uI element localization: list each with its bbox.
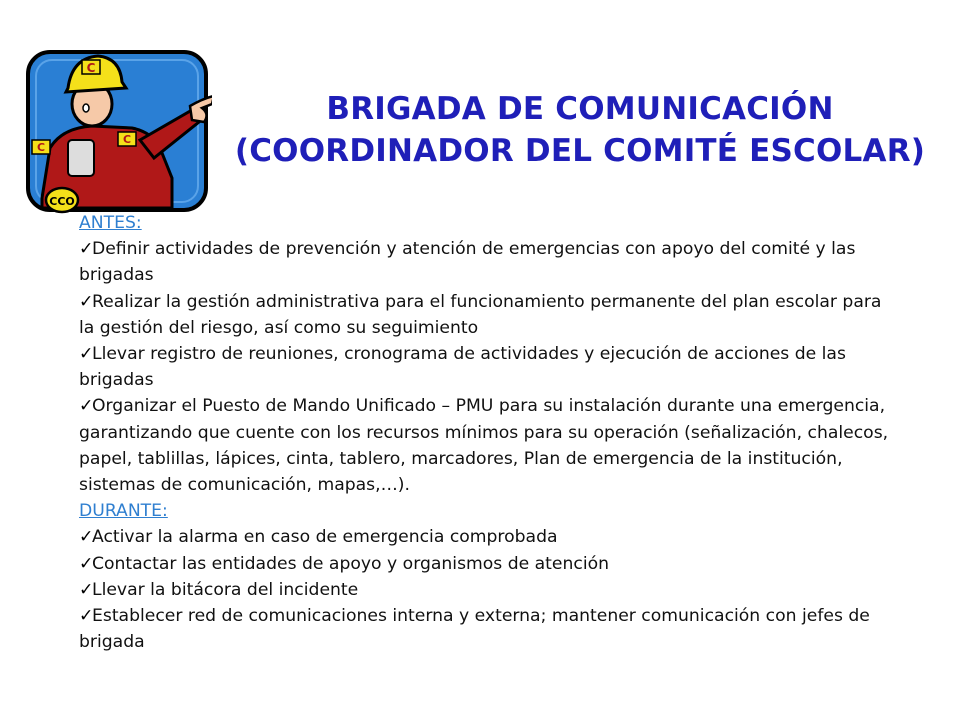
checkmark-icon: ✓ (79, 606, 94, 627)
list-item-text: Realizar la gestión administrativa para el funcionamiento permanente del plan escolar para la gestión del riesgo, así como su seguimiento (79, 291, 882, 338)
list-item-text: Definir actividades de prevención y atención de emergencias con apoyo del comité y las brigadas (79, 239, 856, 286)
list-item-text: Activar la alarma en caso de emergencia comprobada (92, 527, 558, 548)
list-item (79, 603, 899, 655)
list-item-text: Establecer red de comunicaciones interna y externa; mantener comunicación con jefes de brigada (79, 606, 870, 653)
list-item (79, 236, 899, 288)
checkmark-icon: ✓ (79, 239, 94, 260)
megaphone-text: CCO (49, 195, 75, 208)
list-item (79, 577, 899, 603)
page-title (230, 88, 930, 172)
checkmark-icon: ✓ (79, 291, 94, 312)
list-item (79, 551, 899, 577)
checkmark-icon: ✓ (79, 553, 94, 574)
title-line-2: (COORDINADOR DEL COMITÉ ESCOLAR) (234, 133, 926, 169)
list-item (79, 524, 899, 550)
checkmark-icon: ✓ (79, 344, 94, 365)
list-item (79, 393, 899, 498)
checkmark-icon: ✓ (79, 527, 94, 548)
list-item-text: Contactar las entidades de apoyo y organismos de atención (92, 553, 610, 574)
section-label-antes: ANTES: (79, 213, 142, 233)
list-item (79, 289, 899, 341)
section-label-durante: DURANTE: (79, 501, 168, 522)
arm-badge-letter: C (36, 141, 46, 154)
content-body (79, 210, 899, 655)
list-item (79, 341, 899, 393)
list-item-text: Llevar registro de reuniones, cronograma de actividades y ejecución de acciones de las brigadas (79, 344, 846, 391)
list-item-text: Llevar la bitácora del incidente (92, 579, 359, 600)
helmet-badge-letter: C (86, 61, 96, 75)
chest-badge-letter: C (122, 133, 132, 146)
list-item-text: Organizar el Puesto de Mando Unificado – PMU para su instalación durante una emergencia, garantizando que cuente con los recursos mínimos para su operación (señalización, chalecos, papel, tablillas, lápices, cinta, tablero, marcadores, Plan de emergencia de la institución, sistemas de comunicación, mapas,…). (79, 396, 889, 496)
title-line-1: BRIGADA DE COMUNICACIÓN (326, 91, 834, 127)
checkmark-icon: ✓ (79, 579, 94, 600)
coordinator-clipart (22, 48, 212, 216)
checkmark-icon: ✓ (79, 396, 94, 417)
